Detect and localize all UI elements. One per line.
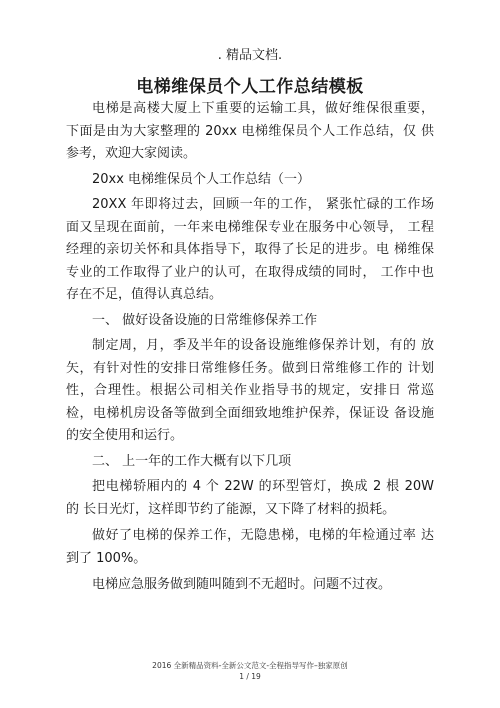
section-subtitle: 20xx 电梯维保员个人工作总结（一）	[92, 171, 311, 187]
paragraph-5: 电梯应急服务做到随叫随到不无超时。问题不过夜。	[92, 577, 392, 592]
paragraph-2: 制定周，月，季及半年的设备设施维修保养计划，有的 放矢，有针对性的安排日常维修任务。做到日常维修工作的 计划性，合理性。根据公司相关作业指导书的规定，安排日 常巡检，电梯机房设备等做到全面细致地维护保养，保证设 备设施的安全使用和运行。	[66, 338, 434, 443]
intro-paragraph: 电梯是高楼大厦上下重要的运输工具，做好维保很重要， 下面是由为大家整理的 20xx 电梯维保员个人工作总结，仅 供参考，欢迎大家阅读。	[66, 101, 434, 161]
page-footer	[0, 660, 500, 682]
heading-1: 一、 做好设备设施的日常维修保养工作	[92, 312, 318, 328]
page-number: 1 / 19	[239, 672, 261, 681]
footer-note: 2016 全新精品资料-全新公文范文-全程指导写作–独家原创	[152, 661, 348, 670]
paragraph-1: 20XX 年即将过去，回顾一年的工作， 紧张忙碌的工作场 面又呈现在面前，一年来电梯维保专业在服务中心领导， 工程经理的亲切关怀和具体指导下，取得了长足的进步。电 梯维保专业的工作取得了业户的认可，在取得成绩的同时， 工作中也存在不足，值得认真总结。	[66, 197, 434, 302]
page-header: . 精品文档.	[217, 48, 283, 63]
document-body	[66, 98, 434, 597]
document-title: 电梯维保员个人工作总结模板	[136, 77, 364, 97]
paragraph-4: 做好了电梯的保养工作，无隐患梯，电梯的年检通过率 达到了 100%。	[66, 528, 434, 566]
paragraph-3: 把电梯轿厢内的 4 个 22W 的环型管灯，换成 2 根 20W 的 长日光灯，这样即节约了能源，又下降了材料的损耗。	[66, 479, 434, 517]
heading-2: 二、 上一年的工作大概有以下几项	[92, 453, 292, 469]
